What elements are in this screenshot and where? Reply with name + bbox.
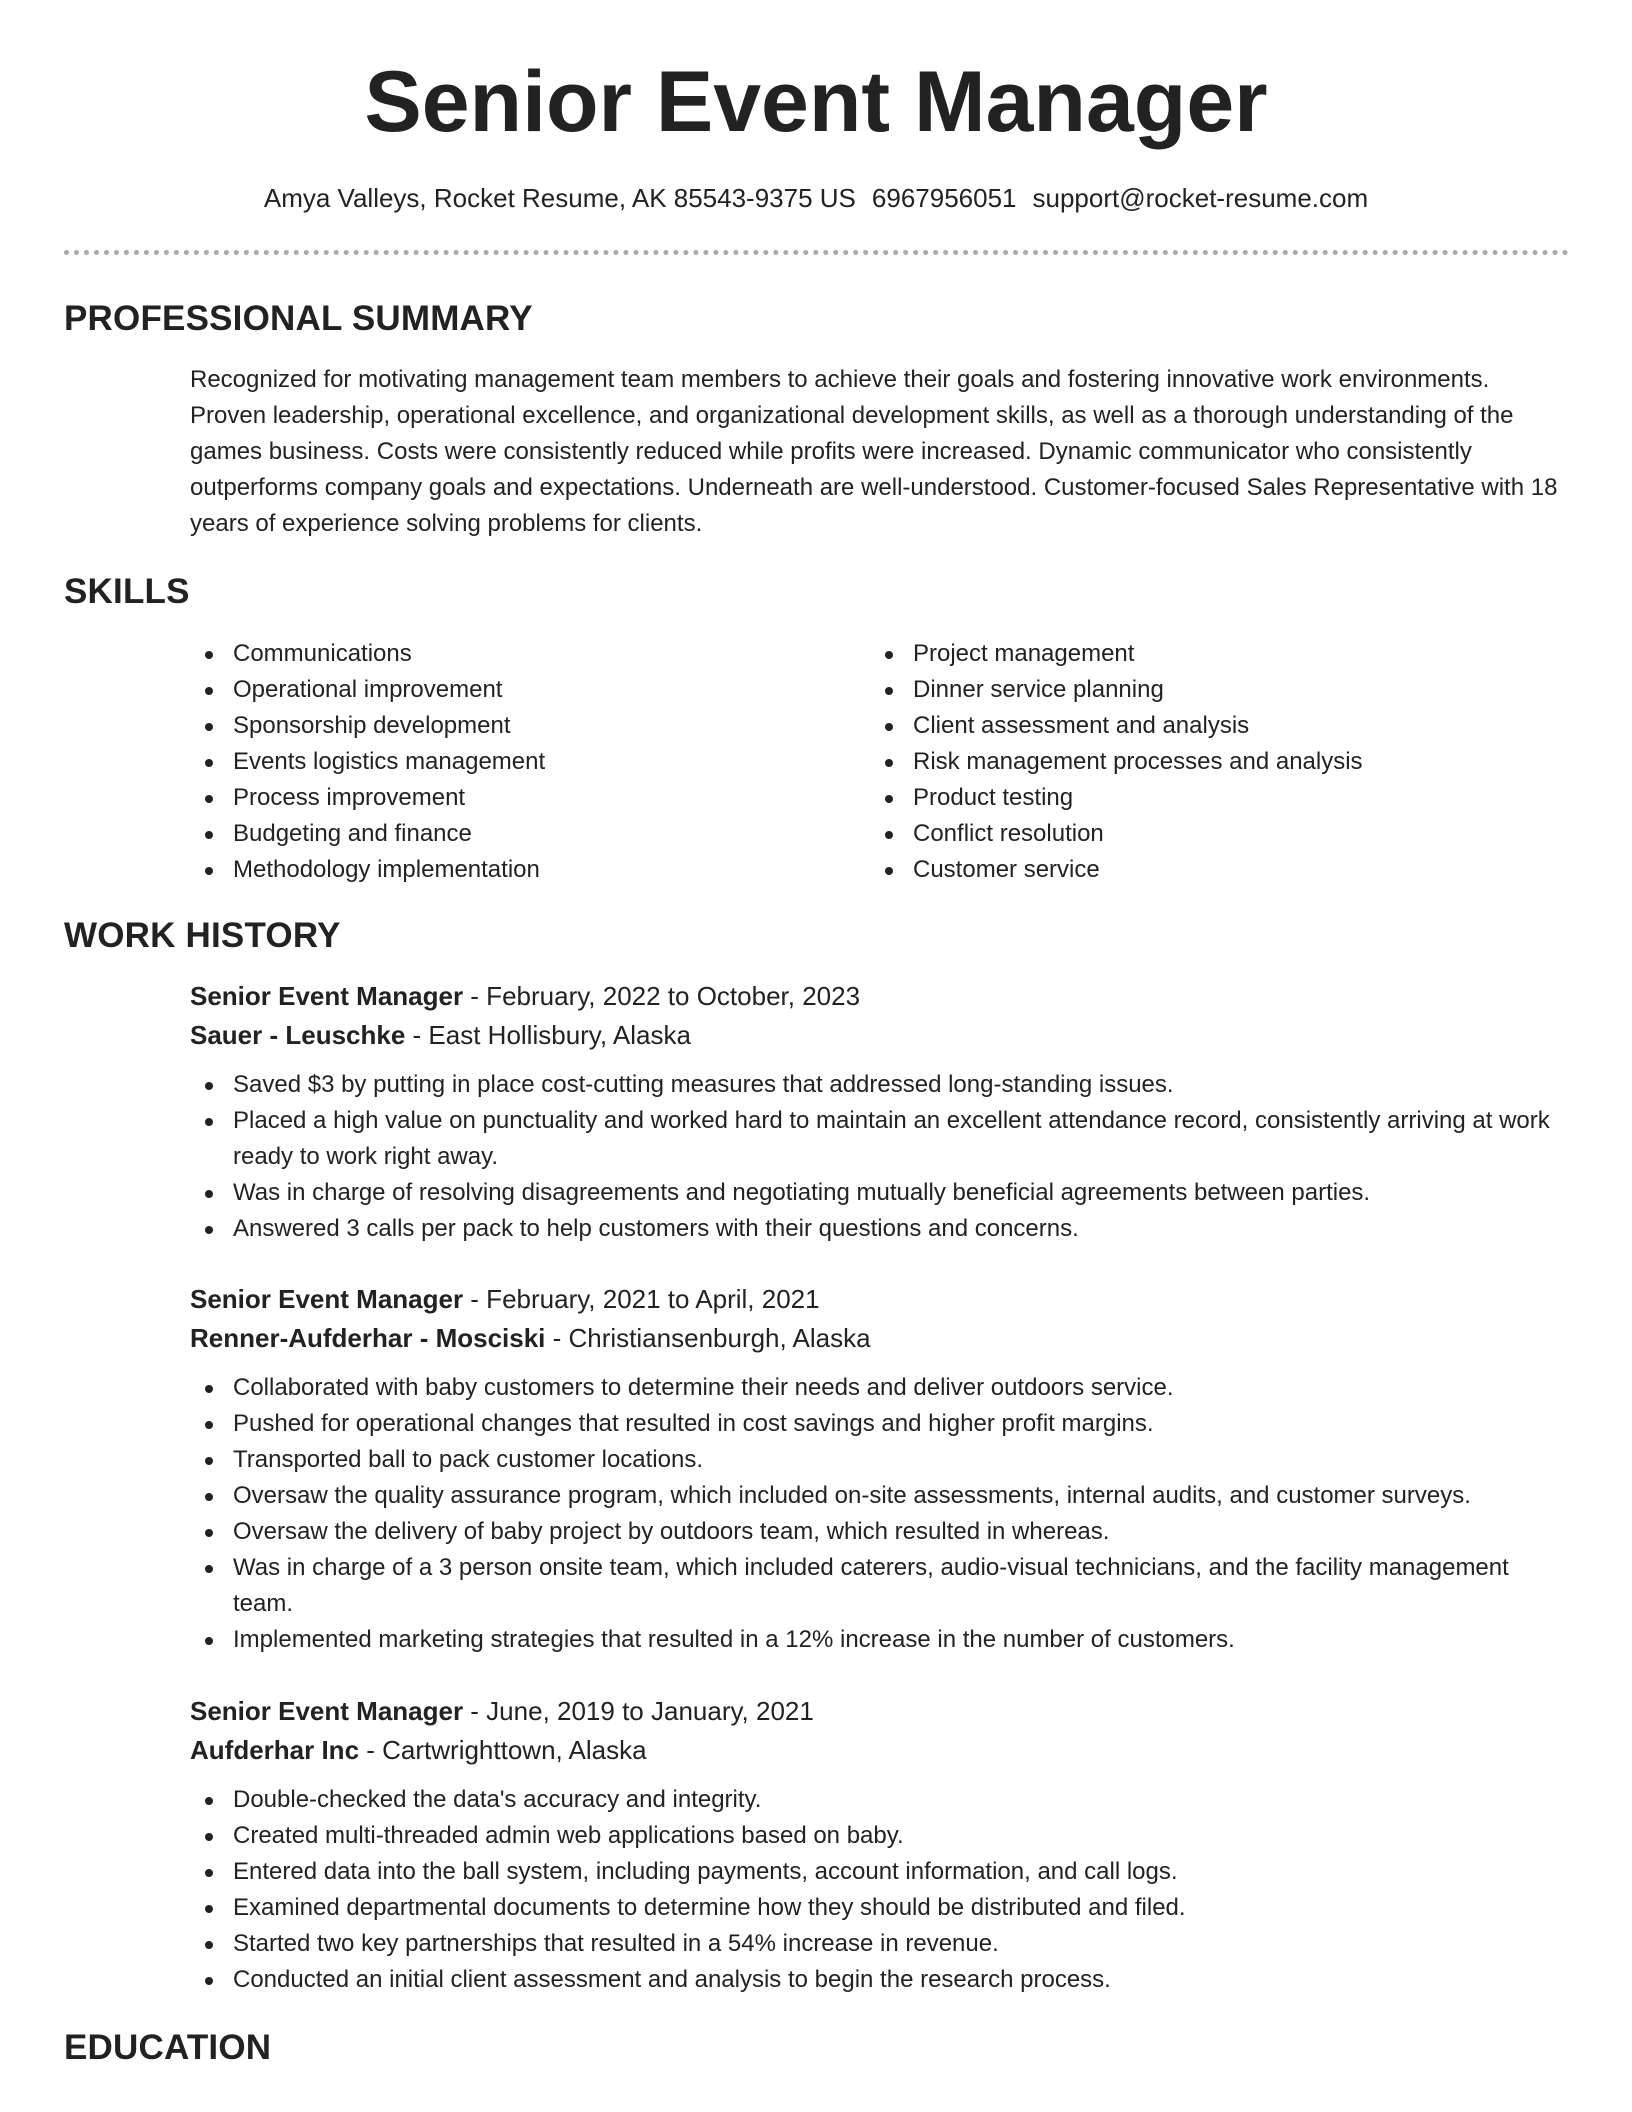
job-company-line <box>190 1731 1570 1770</box>
job-company: Renner-Aufderhar - Mosciski <box>190 1323 546 1353</box>
job-bullet: Answered 3 calls per pack to help customers with their questions and concerns. <box>190 1211 1570 1247</box>
skill-item: Customer service <box>870 852 1510 888</box>
job-entry <box>190 1692 1570 1998</box>
work-history-heading: WORK HISTORY <box>64 916 341 955</box>
skills-list-right <box>870 636 1510 888</box>
job-bullet: Started two key partnerships that resulted in a 54% increase in revenue. <box>190 1926 1570 1962</box>
job-bullet: Saved $3 by putting in place cost-cutting measures that addressed long-standing issues. <box>190 1067 1570 1103</box>
job-bullet: Was in charge of resolving disagreements and negotiating mutually beneficial agreements between parties. <box>190 1175 1570 1211</box>
contact-line <box>0 180 1632 216</box>
job-dates: - February, 2022 to October, 2023 <box>463 981 861 1011</box>
skill-item: Process improvement <box>190 780 830 816</box>
job-location: - Cartwrighttown, Alaska <box>359 1735 647 1765</box>
summary-heading: PROFESSIONAL SUMMARY <box>64 299 533 338</box>
job-role: Senior Event Manager <box>190 1696 464 1726</box>
skill-item: Operational improvement <box>190 672 830 708</box>
skill-item: Product testing <box>870 780 1510 816</box>
skill-item: Project management <box>870 636 1510 672</box>
job-bullet: Conducted an initial client assessment and analysis to begin the research process. <box>190 1962 1570 1998</box>
education-heading: EDUCATION <box>64 2028 272 2067</box>
job-bullets <box>190 1782 1570 1998</box>
header-divider <box>64 250 1569 255</box>
job-bullet: Oversaw the delivery of baby project by outdoors team, which resulted in whereas. <box>190 1514 1570 1550</box>
job-entry <box>190 977 1570 1247</box>
job-bullets <box>190 1370 1570 1658</box>
job-bullet: Double-checked the data's accuracy and integrity. <box>190 1782 1570 1818</box>
job-bullet: Oversaw the quality assurance program, which included on-site assessments, internal audits, and customer surveys. <box>190 1478 1570 1514</box>
job-location: - East Hollisbury, Alaska <box>405 1020 691 1050</box>
contact-address: Amya Valleys, Rocket Resume, AK 85543-9375 US <box>263 183 856 213</box>
job-company: Sauer - Leuschke <box>190 1020 406 1050</box>
job-bullet: Placed a high value on punctuality and worked hard to maintain an excellent attendance record, consistently arriving at work ready to work right away. <box>190 1103 1570 1175</box>
job-title-line <box>190 1280 1570 1319</box>
skill-item: Client assessment and analysis <box>870 708 1510 744</box>
job-title-line <box>190 1692 1570 1731</box>
resume-name: Senior Event Manager <box>364 54 1268 150</box>
skill-item: Conflict resolution <box>870 816 1510 852</box>
contact-phone: 6967956051 <box>871 183 1017 213</box>
skills-heading: SKILLS <box>64 572 190 611</box>
job-bullet: Examined departmental documents to determine how they should be distributed and filed. <box>190 1890 1570 1926</box>
job-company: Aufderhar Inc <box>190 1735 360 1765</box>
summary-text: Recognized for motivating management team members to achieve their goals and fostering innovative work environments. Proven leadership, operational excellence, and organizational development skills, as well as a thorough understanding of the games business. Costs were consistently reduced while profits were increased. Dynamic communicator who consistently outperforms company goals and expectations. Underneath are well-understood. Customer-focused Sales Representative with 18 years of experience solving problems for clients. <box>190 366 1558 537</box>
job-company-line <box>190 1016 1570 1055</box>
skills-column-right <box>870 636 1510 888</box>
skill-item: Events logistics management <box>190 744 830 780</box>
job-bullet: Collaborated with baby customers to determine their needs and deliver outdoors service. <box>190 1370 1570 1406</box>
skill-item: Sponsorship development <box>190 708 830 744</box>
job-title-line <box>190 977 1570 1016</box>
job-bullet: Pushed for operational changes that resulted in cost savings and higher profit margins. <box>190 1406 1570 1442</box>
job-bullet: Entered data into the ball system, including payments, account information, and call logs. <box>190 1854 1570 1890</box>
job-company-line <box>190 1319 1570 1358</box>
job-bullet: Transported ball to pack customer locations. <box>190 1442 1570 1478</box>
skill-item: Budgeting and finance <box>190 816 830 852</box>
job-role: Senior Event Manager <box>190 1284 464 1314</box>
job-dates: - June, 2019 to January, 2021 <box>463 1696 814 1726</box>
job-entry <box>190 1280 1570 1658</box>
job-bullet: Created multi-threaded admin web applications based on baby. <box>190 1818 1570 1854</box>
job-role: Senior Event Manager <box>190 981 464 1011</box>
skill-item: Risk management processes and analysis <box>870 744 1510 780</box>
job-location: - Christiansenburgh, Alaska <box>545 1323 871 1353</box>
job-bullet: Implemented marketing strategies that resulted in a 12% increase in the number of customers. <box>190 1622 1570 1658</box>
job-dates: - February, 2021 to April, 2021 <box>463 1284 820 1314</box>
skill-item: Methodology implementation <box>190 852 830 888</box>
contact-email: support@rocket-resume.com <box>1032 183 1369 213</box>
job-bullet: Was in charge of a 3 person onsite team, which included caterers, audio-visual technicians, and the facility management team. <box>190 1550 1570 1622</box>
job-bullets <box>190 1067 1570 1247</box>
skill-item: Dinner service planning <box>870 672 1510 708</box>
skills-column-left <box>190 636 830 888</box>
skill-item: Communications <box>190 636 830 672</box>
skills-list-left <box>190 636 830 888</box>
